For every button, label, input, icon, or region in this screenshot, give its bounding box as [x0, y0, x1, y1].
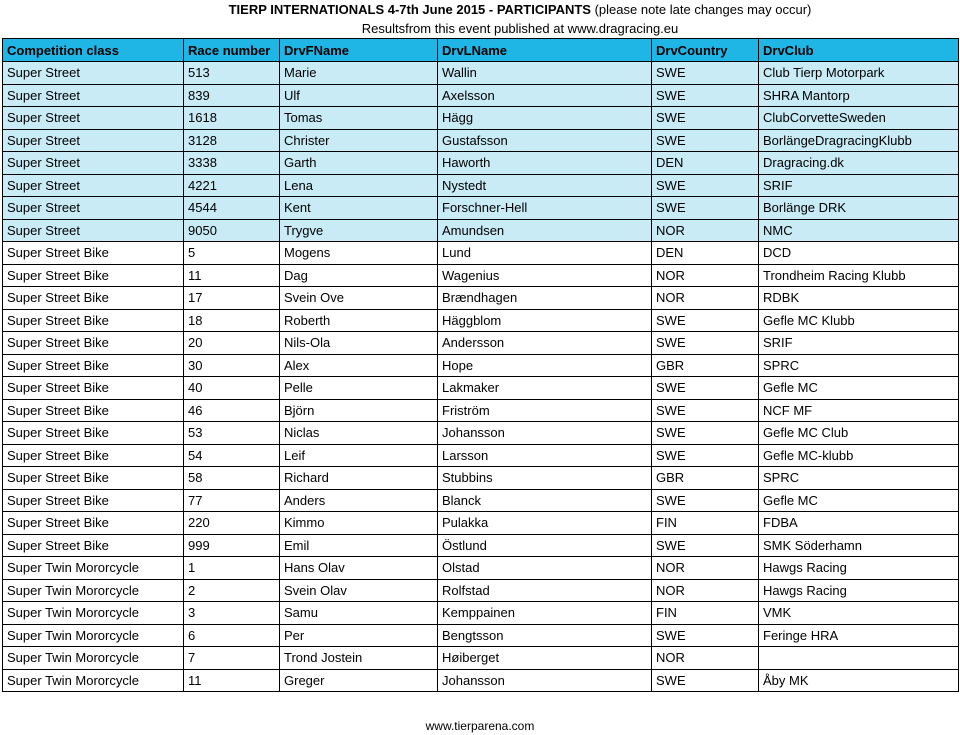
column-header-first-name: DrvFName [280, 39, 438, 62]
cell-competition-class: Super Street Bike [3, 512, 184, 535]
cell-club: Hawgs Racing [759, 557, 959, 580]
cell-club: Borlänge DRK [759, 197, 959, 220]
cell-club: Feringe HRA [759, 624, 959, 647]
cell-club: FDBA [759, 512, 959, 535]
cell-race-number: 6 [184, 624, 280, 647]
cell-club: Gefle MC [759, 377, 959, 400]
cell-country: DEN [652, 242, 759, 265]
cell-last-name: Forschner-Hell [438, 197, 652, 220]
cell-first-name: Marie [280, 62, 438, 85]
cell-competition-class: Super Street Bike [3, 444, 184, 467]
column-header-club: DrvClub [759, 39, 959, 62]
footer-url: www.tierparena.com [425, 719, 535, 733]
cell-race-number: 3128 [184, 129, 280, 152]
cell-competition-class: Super Street Bike [3, 534, 184, 557]
cell-race-number: 2 [184, 579, 280, 602]
cell-country: SWE [652, 669, 759, 692]
cell-first-name: Roberth [280, 309, 438, 332]
table-row [3, 489, 959, 512]
table-row [3, 129, 959, 152]
cell-race-number: 40 [184, 377, 280, 400]
cell-first-name: Lena [280, 174, 438, 197]
cell-first-name: Björn [280, 399, 438, 422]
cell-club: ClubCorvetteSweden [759, 107, 959, 130]
cell-first-name: Per [280, 624, 438, 647]
cell-last-name: Pulakka [438, 512, 652, 535]
participants-table [2, 38, 959, 692]
cell-competition-class: Super Street [3, 62, 184, 85]
cell-competition-class: Super Twin Mororcycle [3, 579, 184, 602]
cell-country: NOR [652, 579, 759, 602]
cell-last-name: Lund [438, 242, 652, 265]
table-row [3, 309, 959, 332]
cell-race-number: 30 [184, 354, 280, 377]
cell-country: SWE [652, 174, 759, 197]
cell-race-number: 7 [184, 647, 280, 670]
cell-country: NOR [652, 647, 759, 670]
cell-country: SWE [652, 62, 759, 85]
cell-last-name: Brændhagen [438, 287, 652, 310]
cell-country: NOR [652, 557, 759, 580]
table-row [3, 242, 959, 265]
cell-club: Gefle MC Club [759, 422, 959, 445]
cell-country: SWE [652, 399, 759, 422]
cell-first-name: Niclas [280, 422, 438, 445]
cell-competition-class: Super Twin Mororcycle [3, 669, 184, 692]
cell-first-name: Hans Olav [280, 557, 438, 580]
table-row [3, 557, 959, 580]
cell-last-name: Bengtsson [438, 624, 652, 647]
cell-race-number: 5 [184, 242, 280, 265]
cell-first-name: Nils-Ola [280, 332, 438, 355]
cell-last-name: Axelsson [438, 84, 652, 107]
cell-first-name: Pelle [280, 377, 438, 400]
cell-competition-class: Super Street Bike [3, 354, 184, 377]
cell-country: NOR [652, 264, 759, 287]
cell-competition-class: Super Street Bike [3, 264, 184, 287]
cell-competition-class: Super Street Bike [3, 377, 184, 400]
table-row [3, 579, 959, 602]
table-row [3, 219, 959, 242]
cell-last-name: Høiberget [438, 647, 652, 670]
cell-country: NOR [652, 219, 759, 242]
table-row [3, 377, 959, 400]
cell-last-name: Andersson [438, 332, 652, 355]
table-row [3, 287, 959, 310]
cell-race-number: 220 [184, 512, 280, 535]
cell-first-name: Christer [280, 129, 438, 152]
cell-first-name: Anders [280, 489, 438, 512]
page-title-line [0, 0, 960, 19]
table-body [3, 62, 959, 692]
cell-club: NMC [759, 219, 959, 242]
cell-race-number: 1618 [184, 107, 280, 130]
cell-first-name: Alex [280, 354, 438, 377]
cell-country: SWE [652, 197, 759, 220]
cell-club: Club Tierp Motorpark [759, 62, 959, 85]
cell-last-name: Haworth [438, 152, 652, 175]
table-row [3, 107, 959, 130]
cell-club: RDBK [759, 287, 959, 310]
cell-race-number: 999 [184, 534, 280, 557]
page-header [0, 0, 960, 38]
cell-country: SWE [652, 422, 759, 445]
cell-race-number: 11 [184, 264, 280, 287]
cell-country: SWE [652, 332, 759, 355]
cell-race-number: 17 [184, 287, 280, 310]
cell-last-name: Wallin [438, 62, 652, 85]
cell-club: VMK [759, 602, 959, 625]
cell-last-name: Stubbins [438, 467, 652, 490]
cell-competition-class: Super Street [3, 219, 184, 242]
table-row [3, 444, 959, 467]
cell-competition-class: Super Street [3, 84, 184, 107]
cell-first-name: Leif [280, 444, 438, 467]
cell-last-name: Johansson [438, 669, 652, 692]
page-title-note: (please note late changes may occur) [594, 2, 812, 17]
table-row [3, 624, 959, 647]
cell-competition-class: Super Street [3, 174, 184, 197]
cell-last-name: Hope [438, 354, 652, 377]
cell-first-name: Greger [280, 669, 438, 692]
column-header-country: DrvCountry [652, 39, 759, 62]
cell-club: Hawgs Racing [759, 579, 959, 602]
cell-race-number: 513 [184, 62, 280, 85]
cell-competition-class: Super Street Bike [3, 422, 184, 445]
cell-club: BorlängeDragracingKlubb [759, 129, 959, 152]
cell-race-number: 77 [184, 489, 280, 512]
cell-first-name: Dag [280, 264, 438, 287]
cell-race-number: 53 [184, 422, 280, 445]
cell-club: Gefle MC Klubb [759, 309, 959, 332]
cell-last-name: Hägg [438, 107, 652, 130]
cell-competition-class: Super Street Bike [3, 309, 184, 332]
table-row [3, 152, 959, 175]
cell-last-name: Johansson [438, 422, 652, 445]
cell-first-name: Trygve [280, 219, 438, 242]
cell-last-name: Häggblom [438, 309, 652, 332]
column-header-race-number: Race number [184, 39, 280, 62]
cell-first-name: Kent [280, 197, 438, 220]
cell-country: GBR [652, 354, 759, 377]
table-row [3, 332, 959, 355]
cell-country: SWE [652, 489, 759, 512]
table-row [3, 512, 959, 535]
cell-race-number: 54 [184, 444, 280, 467]
cell-competition-class: Super Twin Mororcycle [3, 647, 184, 670]
cell-race-number: 58 [184, 467, 280, 490]
cell-race-number: 1 [184, 557, 280, 580]
cell-club: Dragracing.dk [759, 152, 959, 175]
cell-competition-class: Super Street Bike [3, 242, 184, 265]
cell-race-number: 4221 [184, 174, 280, 197]
table-row [3, 174, 959, 197]
cell-last-name: Nystedt [438, 174, 652, 197]
table-row [3, 467, 959, 490]
table-row [3, 422, 959, 445]
table-row [3, 354, 959, 377]
cell-race-number: 9050 [184, 219, 280, 242]
cell-first-name: Mogens [280, 242, 438, 265]
cell-first-name: Kimmo [280, 512, 438, 535]
cell-club: Trondheim Racing Klubb [759, 264, 959, 287]
cell-last-name: Blanck [438, 489, 652, 512]
cell-competition-class: Super Street Bike [3, 467, 184, 490]
cell-club: SHRA Mantorp [759, 84, 959, 107]
cell-last-name: Gustafsson [438, 129, 652, 152]
cell-club [759, 647, 959, 670]
cell-country: SWE [652, 84, 759, 107]
cell-country: SWE [652, 624, 759, 647]
cell-club: Åby MK [759, 669, 959, 692]
cell-last-name: Olstad [438, 557, 652, 580]
cell-race-number: 11 [184, 669, 280, 692]
table-row [3, 84, 959, 107]
column-header-last-name: DrvLName [438, 39, 652, 62]
cell-first-name: Garth [280, 152, 438, 175]
cell-last-name: Lakmaker [438, 377, 652, 400]
cell-competition-class: Super Twin Mororcycle [3, 624, 184, 647]
cell-competition-class: Super Street Bike [3, 489, 184, 512]
cell-competition-class: Super Twin Mororcycle [3, 602, 184, 625]
cell-club: NCF MF [759, 399, 959, 422]
cell-club: SRIF [759, 332, 959, 355]
table-row [3, 264, 959, 287]
cell-club: SRIF [759, 174, 959, 197]
cell-first-name: Trond Jostein [280, 647, 438, 670]
cell-competition-class: Super Street [3, 152, 184, 175]
cell-last-name: Rolfstad [438, 579, 652, 602]
table-row [3, 534, 959, 557]
cell-last-name: Amundsen [438, 219, 652, 242]
cell-competition-class: Super Street [3, 107, 184, 130]
cell-first-name: Ulf [280, 84, 438, 107]
table-row [3, 602, 959, 625]
cell-club: SMK Söderhamn [759, 534, 959, 557]
cell-race-number: 3 [184, 602, 280, 625]
cell-first-name: Tomas [280, 107, 438, 130]
cell-race-number: 20 [184, 332, 280, 355]
cell-first-name: Svein Ove [280, 287, 438, 310]
cell-competition-class: Super Street [3, 129, 184, 152]
cell-club: Gefle MC-klubb [759, 444, 959, 467]
cell-last-name: Kemppainen [438, 602, 652, 625]
cell-country: SWE [652, 534, 759, 557]
cell-competition-class: Super Street [3, 197, 184, 220]
table-header-row [3, 39, 959, 62]
cell-race-number: 4544 [184, 197, 280, 220]
cell-last-name: Larsson [438, 444, 652, 467]
cell-country: NOR [652, 287, 759, 310]
cell-club: Gefle MC [759, 489, 959, 512]
cell-club: SPRC [759, 467, 959, 490]
cell-first-name: Richard [280, 467, 438, 490]
cell-country: SWE [652, 309, 759, 332]
cell-country: SWE [652, 444, 759, 467]
page-title: TIERP INTERNATIONALS 4-7th June 2015 - PARTICIPANTS [228, 2, 591, 17]
cell-competition-class: Super Street Bike [3, 332, 184, 355]
cell-first-name: Samu [280, 602, 438, 625]
table-row [3, 399, 959, 422]
cell-country: SWE [652, 107, 759, 130]
cell-last-name: Östlund [438, 534, 652, 557]
cell-country: SWE [652, 129, 759, 152]
cell-race-number: 18 [184, 309, 280, 332]
cell-first-name: Emil [280, 534, 438, 557]
table-row [3, 197, 959, 220]
table-row [3, 669, 959, 692]
cell-race-number: 3338 [184, 152, 280, 175]
column-header-competition-class: Competition class [3, 39, 184, 62]
cell-country: GBR [652, 467, 759, 490]
page-subtitle: Resultsfrom this event published at www.dragracing.eu [361, 21, 679, 36]
table-row [3, 62, 959, 85]
cell-country: FIN [652, 512, 759, 535]
cell-country: SWE [652, 377, 759, 400]
cell-competition-class: Super Twin Mororcycle [3, 557, 184, 580]
cell-club: SPRC [759, 354, 959, 377]
cell-race-number: 839 [184, 84, 280, 107]
cell-competition-class: Super Street Bike [3, 287, 184, 310]
cell-country: FIN [652, 602, 759, 625]
table-row [3, 647, 959, 670]
cell-competition-class: Super Street Bike [3, 399, 184, 422]
cell-race-number: 46 [184, 399, 280, 422]
cell-last-name: Wagenius [438, 264, 652, 287]
cell-country: DEN [652, 152, 759, 175]
cell-club: DCD [759, 242, 959, 265]
cell-last-name: Friström [438, 399, 652, 422]
cell-first-name: Svein Olav [280, 579, 438, 602]
